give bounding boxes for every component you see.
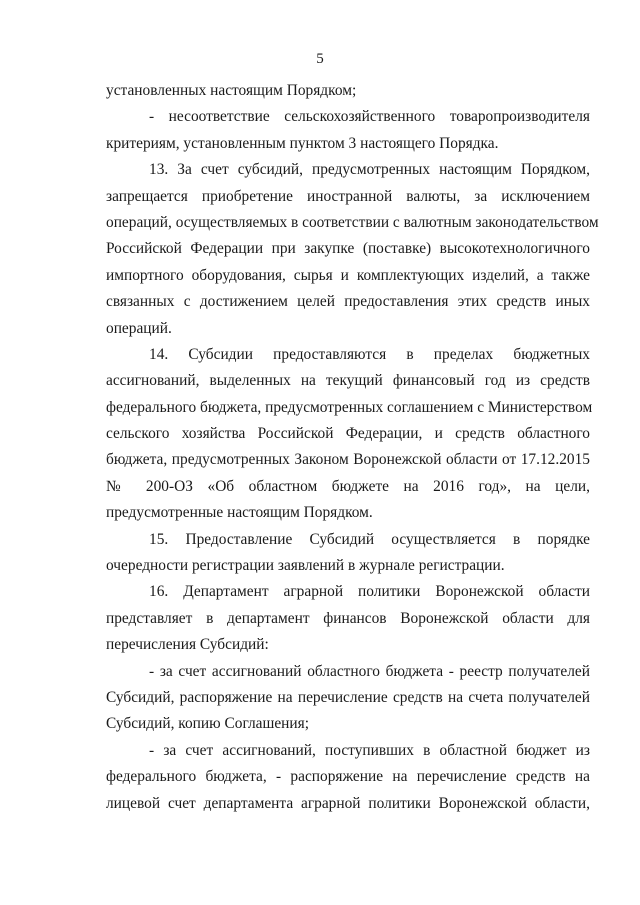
- text-line: 14. Субсидии предоставляются в пределах бюджетных: [149, 345, 590, 363]
- text-line: перечисления Субсидий:: [106, 636, 269, 654]
- text-line: Российской Федерации при закупке (поставке) высокотехнологичного: [106, 240, 590, 258]
- text-line: операций.: [106, 319, 172, 337]
- text-line: 15. Предоставление Субсидий осуществляется в порядке: [149, 530, 590, 548]
- text-line: - за счет ассигнований областного бюджета - реестр получателей: [149, 662, 590, 680]
- text-line: представляет в департамент финансов Воронежской области для: [106, 609, 590, 627]
- text-line: импортного оборудования, сырья и комплектующих изделий, а также: [106, 266, 590, 284]
- text-line: очередности регистрации заявлений в журнале регистрации.: [106, 557, 505, 575]
- text-line: федерального бюджета, - распоряжение на перечисление средств на: [106, 768, 590, 786]
- text-line: установленных настоящим Порядком;: [106, 82, 357, 99]
- text-line: Субсидий, распоряжение на перечисление средств на счета получателей: [106, 688, 590, 706]
- text-line: бюджета, предусмотренных Законом Воронежской области от 17.12.2015: [106, 451, 590, 469]
- text-line: - за счет ассигнований, поступивших в областной бюджет из: [149, 741, 590, 759]
- text-line: предусмотренные настоящим Порядком.: [106, 504, 373, 522]
- document-body: [106, 78, 599, 817]
- text-line: критериям, установленным пунктом 3 настоящего Порядка.: [106, 134, 499, 152]
- text-line: № 200-ОЗ «Об областном бюджете на 2016 год», на цели,: [106, 477, 590, 495]
- text-line: операций, осуществляемых в соответствии с валютным законодательством: [106, 213, 599, 231]
- text-line: запрещается приобретение иностранной валюты, за исключением: [106, 187, 590, 205]
- text-line: сельского хозяйства Российской Федерации, и средств областного: [106, 425, 590, 443]
- text-line: 13. За счет субсидий, предусмотренных настоящим Порядком,: [149, 161, 590, 179]
- text-line: связанных с достижением целей предоставления этих средств иных: [106, 293, 590, 311]
- page-number: 5: [316, 51, 324, 67]
- text-line: ассигнований, выделенных на текущий финансовый год из средств: [106, 372, 590, 390]
- text-line: лицевой счет департамента аграрной политики Воронежской области,: [106, 794, 590, 812]
- text-line: 16. Департамент аграрной политики Воронежской области: [149, 583, 590, 601]
- text-line: Субсидий, копию Соглашения;: [106, 715, 309, 733]
- text-line: - несоответствие сельскохозяйственного товаропроизводителя: [149, 108, 590, 126]
- text-line: федерального бюджета, предусмотренных соглашением с Министерством: [106, 398, 593, 416]
